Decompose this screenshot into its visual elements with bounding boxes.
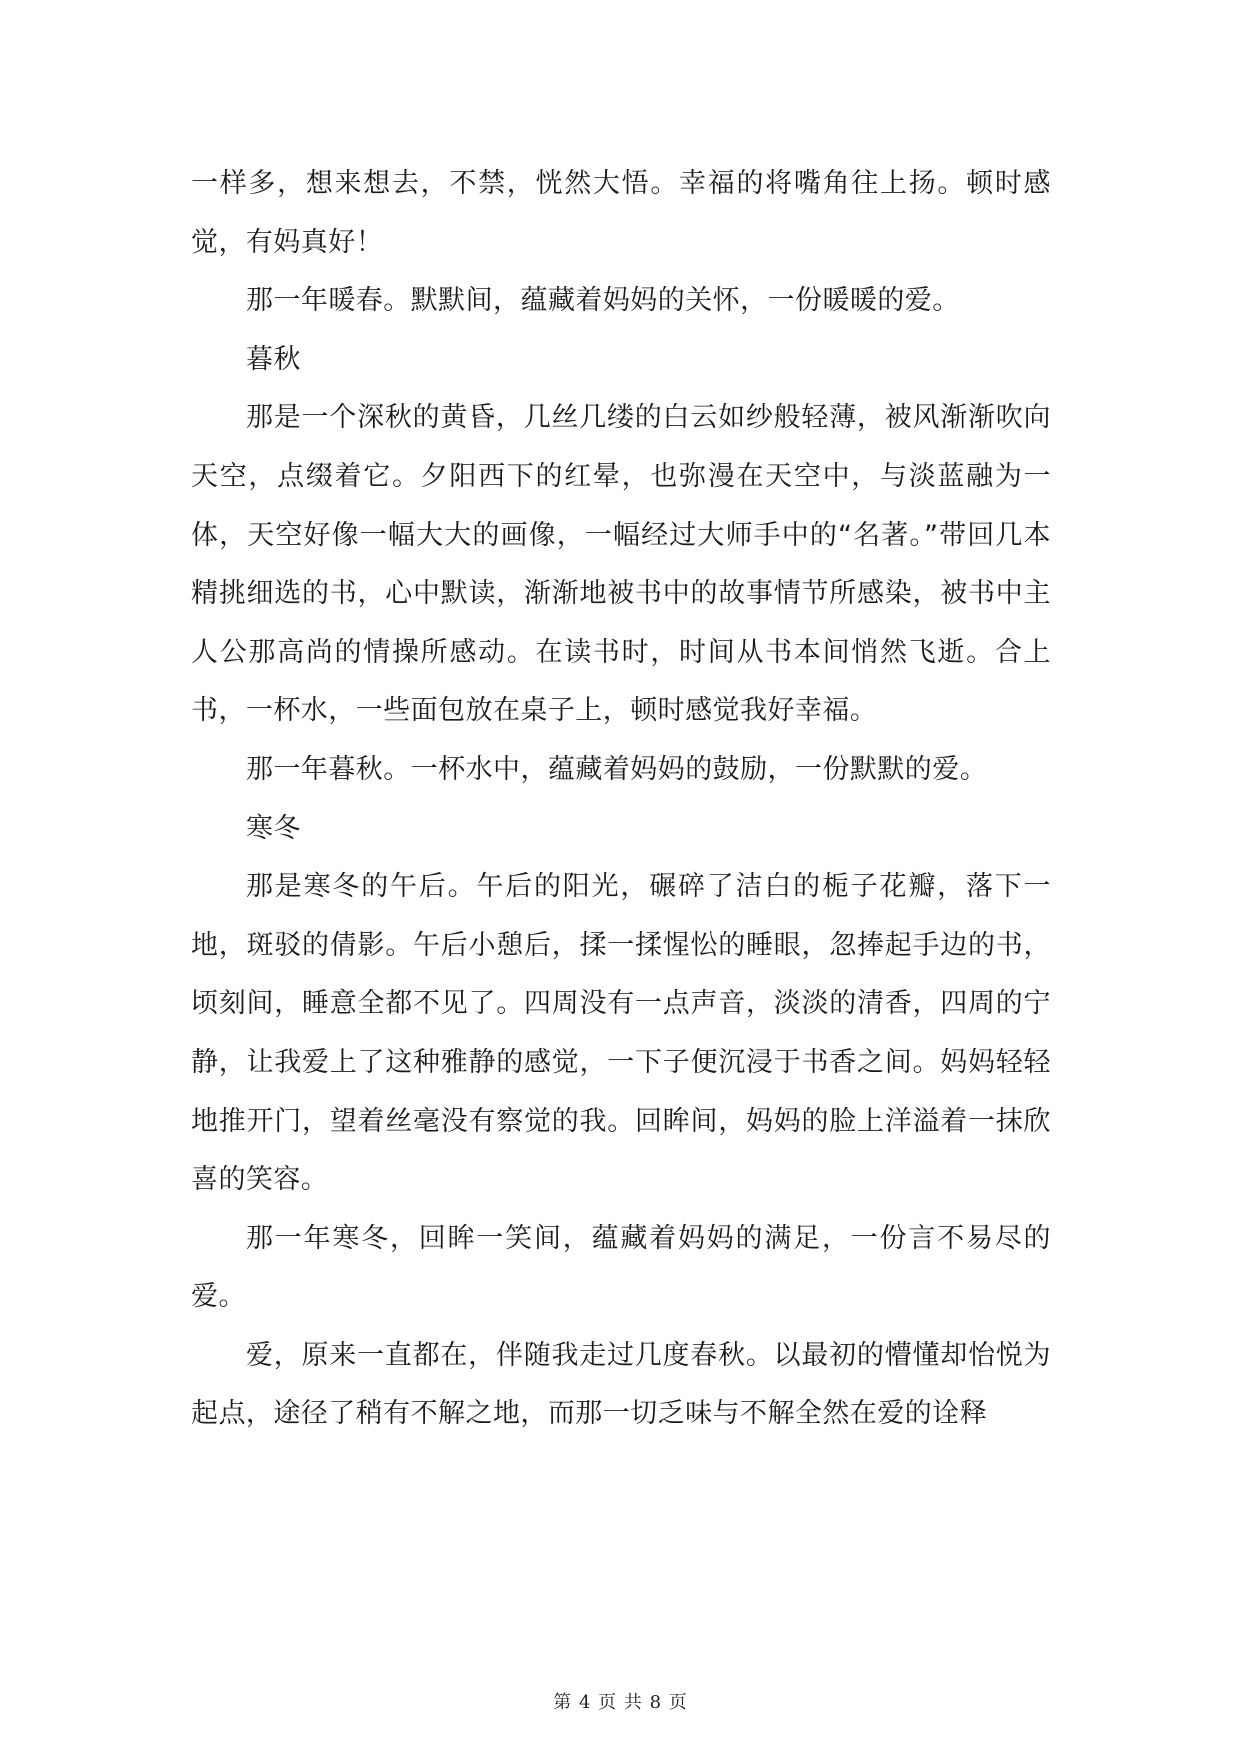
section-heading-late-autumn: 暮秋 [246,343,301,375]
page-number-footer: 第 4 页 共 8 页 [553,1692,688,1713]
paragraph-5: 那一年暮秋。一杯水中，蕴藏着妈妈的鼓励，一份默默的爱。 [246,753,988,785]
section-heading-cold-winter: 寒冬 [246,812,301,844]
paragraph-1: 一样多，想来想去，不禁，恍然大悟。幸福的将嘴角往上扬。顿时感觉，有妈真好！ [191,168,1051,258]
document-body [191,155,1051,1444]
paragraph-8: 那一年寒冬，回眸一笑间，蕴藏着妈妈的满足，一份言不易尽的爱。 [191,1222,1051,1313]
paragraph-2: 那一年暖春。默默间，蕴藏着妈妈的关怀，一份暖暖的爱。 [246,285,960,317]
paragraph-4: 那是一个深秋的黄昏，几丝几缕的白云如纱般轻薄，被风渐渐吹向天空，点缀着它。夕阳西下的红晕，也弥漫在天空中，与淡蓝融为一体，天空好像一幅大大的画像，一幅经过大师手中的“名著。”带回几本精挑细选的书，心中默读，渐渐地被书中的故事情节所感染，被书中主人公那高尚的情操所感动。在读书时，时间从书本间悄然飞逝。合上书，一杯水，一些面包放在桌子上，顿时感觉我好幸福。 [191,402,1051,727]
paragraph-7: 那是寒冬的午后。午后的阳光，碾碎了洁白的栀子花瓣，落下一地，斑驳的倩影。午后小憩后，揉一揉惺忪的睡眼，忽捧起手边的书，顷刻间，睡意全都不见了。四周没有一点声音，淡淡的清香，四周的宁静，让我爱上了这种雅静的感觉，一下子便沉浸于书香之间。妈妈轻轻地推开门，望着丝毫没有察觉的我。回眸间，妈妈的脸上洋溢着一抹欣喜的笑容。 [191,871,1051,1196]
paragraph-9: 爱，原来一直都在，伴随我走过几度春秋。以最初的懵懂却怡悦为起点，途径了稍有不解之地，而那一切乏味与不解全然在爱的诠释 [191,1339,1051,1430]
